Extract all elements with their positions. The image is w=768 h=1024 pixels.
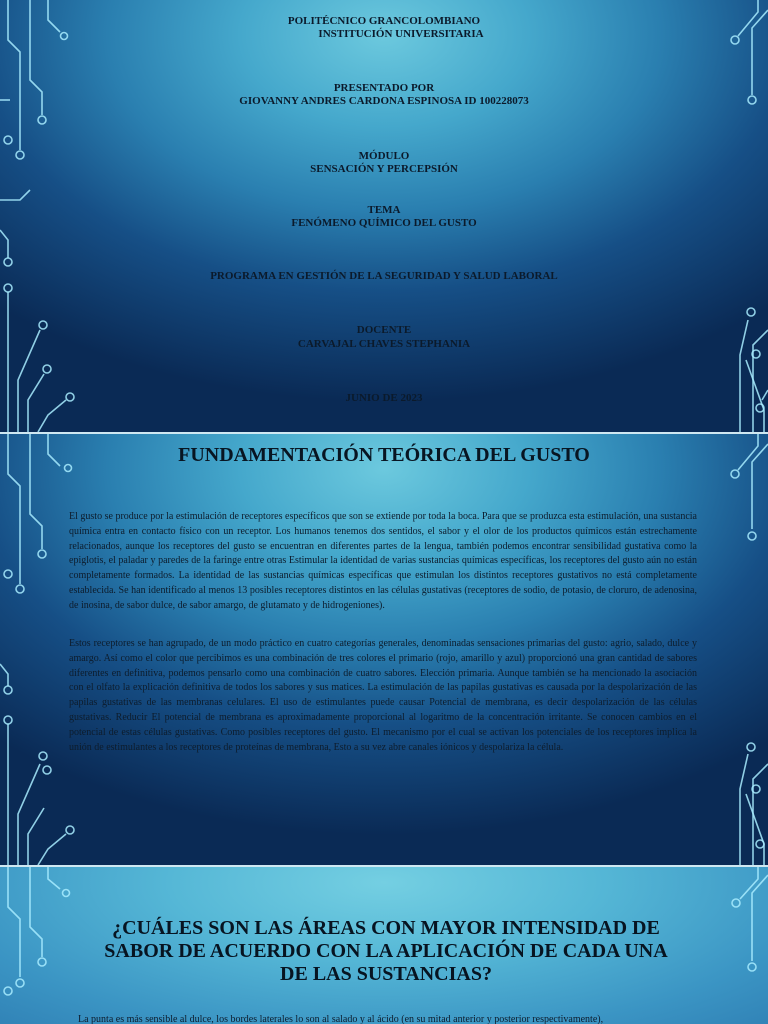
module-name: SENSACIÓN Y PERCEPSIÓN [310,163,458,175]
question-slide [0,867,768,1024]
date: JUNIO DE 2023 [345,392,423,404]
teacher-label: DOCENTE [356,324,412,336]
topic-name: FENÓMENO QUÍMICO DEL GUSTO [291,217,477,229]
cover-slide [0,0,768,432]
teacher-name: CARVAJAL CHAVES STEPHANIA [297,338,471,350]
foundation-paragraph-2: Estos receptores se han agrupado, de un modo práctico en cuatro categorías generales, denominadas sensaciones primarias del gusto: agrio, salado, dulce y amargo. Así como el color que percibimos es una combinación de tres colores el primario (rojo, amarillo y azul) proporcionó una gran cantidad de sabores diferentes en definitiva, podemos pensarlo como una combinación de cuatro sabores. Elección primaria. Aunque también se ha mencionado la asociación con el olfato la explicación definitiva de todos los sabores y sus matices. La estimulación de las papilas gustativas es causada por la despolarización de las papilas gustativas de las membranas celulares. El uso de estimulantes puede causar Potencial de membrana, es decir despolarización de las células gustativas. Reducir El potencial de membrana es aproximadamente proporcional al logaritmo de la concentración irritante. Se conocen cambios en el potencial de estas células gustativas. Como posibles receptores del gusto. El mecanismo por el cual se activan los potenciales de los receptores implica la unión de estimulantes a los receptores de proteínas de membrana, Esto a su vez abre canales iónicos y despolariza la célula. [69,638,697,753]
institution-line2: INSTITUCIÓN UNIVERSITARIA [318,28,484,40]
topic-label: TEMA [367,204,401,216]
program-name: PROGRAMA EN GESTIÓN DE LA SEGURIDAD Y SALUD LABORAL [210,270,558,282]
foundation-paragraph-1: El gusto se produce por la estimulación de receptores específicos que son se extiende por toda la boca. Para que se produzca esta estimulación, una sustancia química entra en contacto físico con un receptor. Los humanos tenemos dos sentidos, el sabor y el olor de los productos químicos están estrechamente relacionados, aunque los receptores del gusto se encuentran en diferentes partes de la lengua, también podemos encontrar sensibilidad gustativa como la epiglotis, el paladar y paredes de la faringe entre otras Estimular la identidad de varias sustancias químicas específicas, los receptores del gusto aún no están completamente formados. La identidad de las sustancias químicas específicas que estimulan los distintos receptores gustativos no está completamente establecida. Se han identificado al menos 13 posibles receptores distintos en las células gustativas (receptores de sodio, de potasio, de cloruro, de adenosina, de inosina, de sabor dulce, de sabor amargo, de glutamato y de hidrogeniones). [69,511,697,611]
presented-label: PRESENTADO POR [333,82,435,94]
foundation-slide [0,434,768,865]
institution-line1: POLITÉCNICO GRANCOLOMBIANO [287,15,481,27]
question-answer-text: La punta es más sensible al dulce, los bordes laterales lo son al salado y al ácido (en su mitad anterior y posterior respectivamente), [78,1014,604,1024]
presented-name: GIOVANNY ANDRES CARDONA ESPINOSA ID 100228073 [239,95,529,107]
circuit-decoration-right [678,867,768,1024]
module-label: MÓDULO [358,150,410,162]
circuit-decoration-left [0,867,90,1024]
foundation-title: FUNDAMENTACIÓN TEÓRICA DEL GUSTO [178,444,590,466]
question-title: ¿CUÁLES SON LAS ÁREAS CON MAYOR INTENSIDAD DE SABOR DE ACUERDO CON LA APLICACIÓN DE CADA UNA DE LAS SUSTANCIAS? [104,917,668,985]
